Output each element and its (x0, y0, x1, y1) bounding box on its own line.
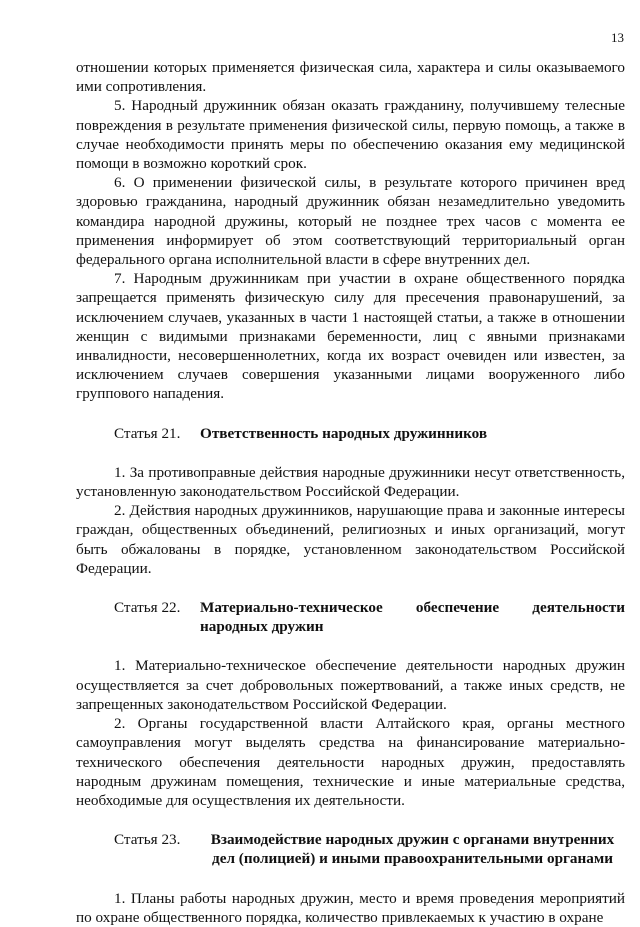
page-number: 13 (611, 30, 624, 45)
article-title: Ответственность народных дружинников (200, 424, 488, 442)
paragraph-item-6: 6. О применении физической силы, в результате которого причинен вред здоровью гражданина, народный дружинник обязан незамедлительно уведомить командира народной дружины, который не позднее трех часов с момента ее применения информирует об этом соответствующий территориальный орган федерального органа исполнительной власти в сфере внутренних дел. (76, 174, 625, 269)
article-21-heading (76, 424, 625, 443)
article-title: Взаимодействие народных дружин с органами внутренних дел (полицией) и иными правоохранительными органами (210, 831, 615, 868)
article-21-paragraph-1: 1. За противоправные действия народные дружинники несут ответственность, установленную законодательством Российской Федерации. (76, 463, 625, 501)
document-body (76, 58, 625, 927)
article-23-paragraph-1: 1. Планы работы народных дружин, место и время проведения мероприятий по охране общественного порядка, количество привлекаемых к участию в охране (76, 889, 625, 926)
article-21-paragraph-2: 2. Действия народных дружинников, нарушающие права и законные интересы граждан, общественных объединений, религиозных и иных организаций, могут быть обжалованы в порядке, установленном законодательством Российской Федерации. (76, 502, 625, 577)
article-number: Статья 22. (114, 599, 181, 617)
paragraph-item-7: 7. Народным дружинникам при участии в охране общественного порядка запрещается применять физическую силу для пресечения правонарушений, за исключением случаев, указанных в части 1 настоящей статьи, а также в отношении женщин с видимыми признаками беременности, лиц с явными признаками инвалидности, несовершеннолетних, когда их возраст очевиден или известен, за исключением случаев совершения указанными лицами вооруженного либо группового нападения. (76, 270, 625, 403)
paragraph-continuation: отношении которых применяется физическая сила, характера и силы оказываемого ими сопротивления. (76, 59, 625, 96)
article-title: Материально-техническое обеспечение деятельности народных дружин (200, 599, 625, 636)
article-22-paragraph-1: 1. Материально-техническое обеспечение деятельности народных дружин осуществляется за счет добровольных пожертвований, а также иных средств, не запрещенных законодательством Российской Федерации. (76, 657, 625, 713)
article-23-heading (76, 830, 625, 868)
article-22-paragraph-2: 2. Органы государственной власти Алтайского края, органы местного самоуправления могут выделять средства на финансирование материально-технического обеспечения деятельности народных дружин, предоставлять народным дружинам помещения, технические и иные материальные средства, необходимые для осуществления их деятельности. (76, 715, 625, 809)
paragraph-item-5: 5. Народный дружинник обязан оказать гражданину, получившему телесные повреждения в результате применения физической силы, первую помощь, а также в случае необходимости принять меры по обеспечению оказания ему медицинской помощи в возможно короткий срок. (76, 97, 625, 173)
article-22-heading (76, 598, 625, 636)
article-number: Статья 21. (114, 424, 181, 442)
article-number: Статья 23. (114, 831, 181, 849)
